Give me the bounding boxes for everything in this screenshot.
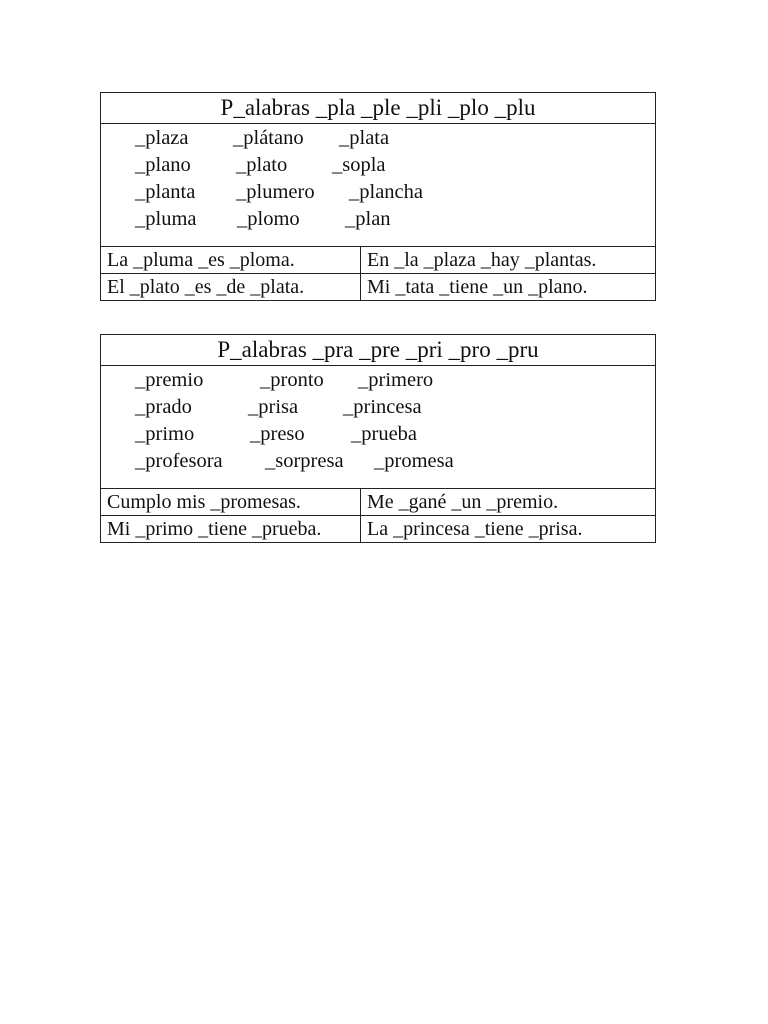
sentence-cell: En _la _plaza _hay _plantas. [367, 249, 597, 271]
sentence-cell: Cumplo mis _promesas. [101, 489, 361, 515]
word: _primo [135, 423, 195, 445]
sentence-row [101, 489, 655, 515]
syllable-table-pl [100, 92, 656, 301]
word: _profesora [135, 450, 223, 472]
word: _prisa [248, 396, 299, 418]
word: _sopla [332, 154, 386, 176]
word: _promesa [374, 450, 454, 472]
sentence-row [101, 273, 655, 300]
word: _plan [345, 208, 391, 230]
word-list [101, 366, 655, 489]
word: _plomo [237, 208, 300, 230]
word: _plátano [233, 127, 304, 149]
word: _sorpresa [265, 450, 344, 472]
sentence-grid [101, 247, 655, 300]
word: _plano [135, 154, 191, 176]
word: _prueba [351, 423, 418, 445]
sentence-cell: La _pluma _es _ploma. [101, 247, 361, 273]
sentence-cell: El _plato _es _de _plata. [101, 274, 361, 300]
table-title: P_alabras _pra _pre _pri _pro _pru [101, 335, 655, 366]
sentence-cell: Mi _primo _tiene _prueba. [101, 516, 361, 542]
table-title: P_alabras _pla _ple _pli _plo _plu [101, 93, 655, 124]
word: _prado [135, 396, 192, 418]
sentence-cell: La _princesa _tiene _prisa. [367, 518, 583, 540]
word: _princesa [343, 396, 422, 418]
sentence-row [101, 515, 655, 542]
word: _plato [236, 154, 288, 176]
sentence-cell: Mi _tata _tiene _un _plano. [367, 276, 588, 298]
word: _plata [339, 127, 390, 149]
syllable-table-pr [100, 334, 656, 543]
word: _primero [358, 369, 434, 391]
word-list [101, 124, 655, 247]
sentence-grid [101, 489, 655, 542]
word: _premio [135, 369, 204, 391]
sentence-cell: Me _gané _un _premio. [367, 491, 559, 513]
word: _preso [250, 423, 305, 445]
word: _plaza [135, 127, 189, 149]
sentence-row [101, 247, 655, 273]
word: _pronto [260, 369, 324, 391]
word: _planta [135, 181, 196, 203]
word: _plancha [349, 181, 423, 203]
word: _plumero [236, 181, 315, 203]
word: _pluma [135, 208, 197, 230]
